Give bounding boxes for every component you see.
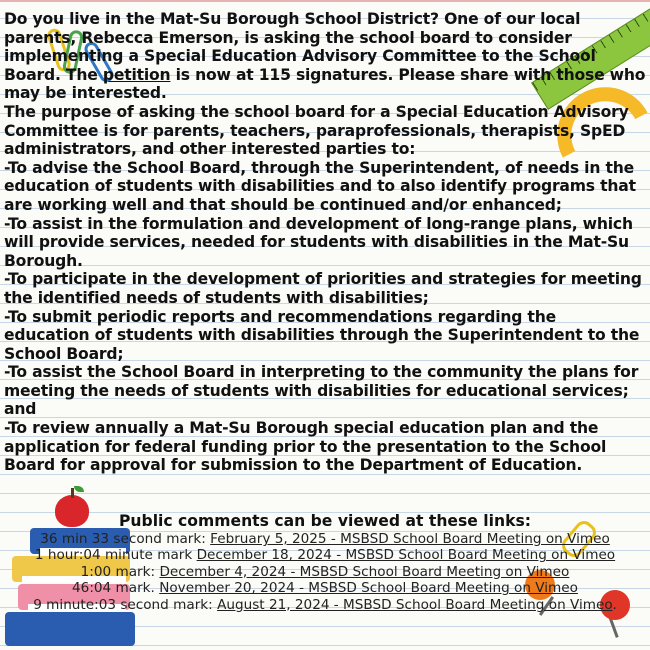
meeting-link[interactable]: December 4, 2024 - MSBSD School Board Meeting on Vimeo (159, 563, 570, 580)
link-timestamp: 9 minute:03 second mark: (33, 596, 218, 613)
apple-stem (71, 488, 74, 498)
meeting-link[interactable]: December 18, 2024 - MSBSD School Board Meeting on Vimeo (196, 547, 616, 564)
meeting-link[interactable]: November 20, 2024 - MSBSD School Board Meeting on Vimeo (159, 580, 578, 597)
intro-text-2: is now at 115 signatures. Please share with those who may be interested. (4, 65, 646, 103)
book-icon (5, 612, 135, 646)
bullet-item: -To submit periodic reports and recommendations regarding the education of students with disabilities through the Superintendent to the School Board; (4, 307, 640, 363)
post-content (4, 10, 646, 475)
link-suffix: . (612, 596, 617, 613)
bullet-item: -To assist in the formulation and development of long-range plans, which will provide services, needed for students with disabilities in the Mat-Su Borough. (4, 214, 633, 270)
bullet-item: -To participate in the development of priorities and strategies for meeting the identified needs of students with disabilities; (4, 270, 642, 307)
meeting-link[interactable]: February 5, 2025 - MSBSD School Board Meeting on Vimeo (210, 531, 610, 547)
link-row (0, 547, 650, 563)
paper-top-line (0, 0, 650, 2)
link-timestamp: 46:04 mark. (72, 580, 160, 597)
link-timestamp: 36 min 33 second mark: (40, 531, 211, 547)
apple-leaf-icon (74, 486, 84, 492)
link-row (0, 531, 650, 547)
bullet-item: -To advise the School Board, through the Superintendent, of needs in the education of students with disabilities and to also identify programs that are working well and that should be continued and/or enhanced; (4, 158, 636, 214)
purpose-paragraph: The purpose of asking the school board for a Special Education Advisory Committee is for parents, teachers, paraprofessionals, therapists, SpED administrators, and other interested parties to: (4, 102, 629, 159)
bullet-item: -To assist the School Board in interpreting to the community the plans for meeting the needs of students with disabilities for educational services; and (4, 363, 639, 419)
link-timestamp: 1:00 mark: (80, 563, 160, 580)
link-timestamp: 1 hour:04 minute mark (34, 547, 197, 564)
meeting-link[interactable]: August 21, 2024 - MSBSD School Board Meeting on Vimeo (217, 596, 613, 613)
public-comments-section (0, 512, 650, 613)
link-row (0, 564, 650, 580)
link-row (0, 580, 650, 596)
petition-link[interactable]: petition (102, 65, 171, 84)
intro-text-1: Do you live in the Mat-Su Borough School District? One of our local parents, Rebecca Emerson, is asking the school board to consider implementing a Special Education Advisory Committee to the School Board. The (4, 10, 596, 84)
bullet-item: -To review annually a Mat-Su Borough special education plan and the application for federal funding prior to the presentation to the School Board for approval for submission to the Department of Education. (4, 419, 607, 475)
post-body (4, 10, 646, 475)
link-row (0, 597, 650, 613)
public-comments-heading: Public comments can be viewed at these links: (119, 512, 531, 530)
intro-paragraph (4, 10, 646, 103)
